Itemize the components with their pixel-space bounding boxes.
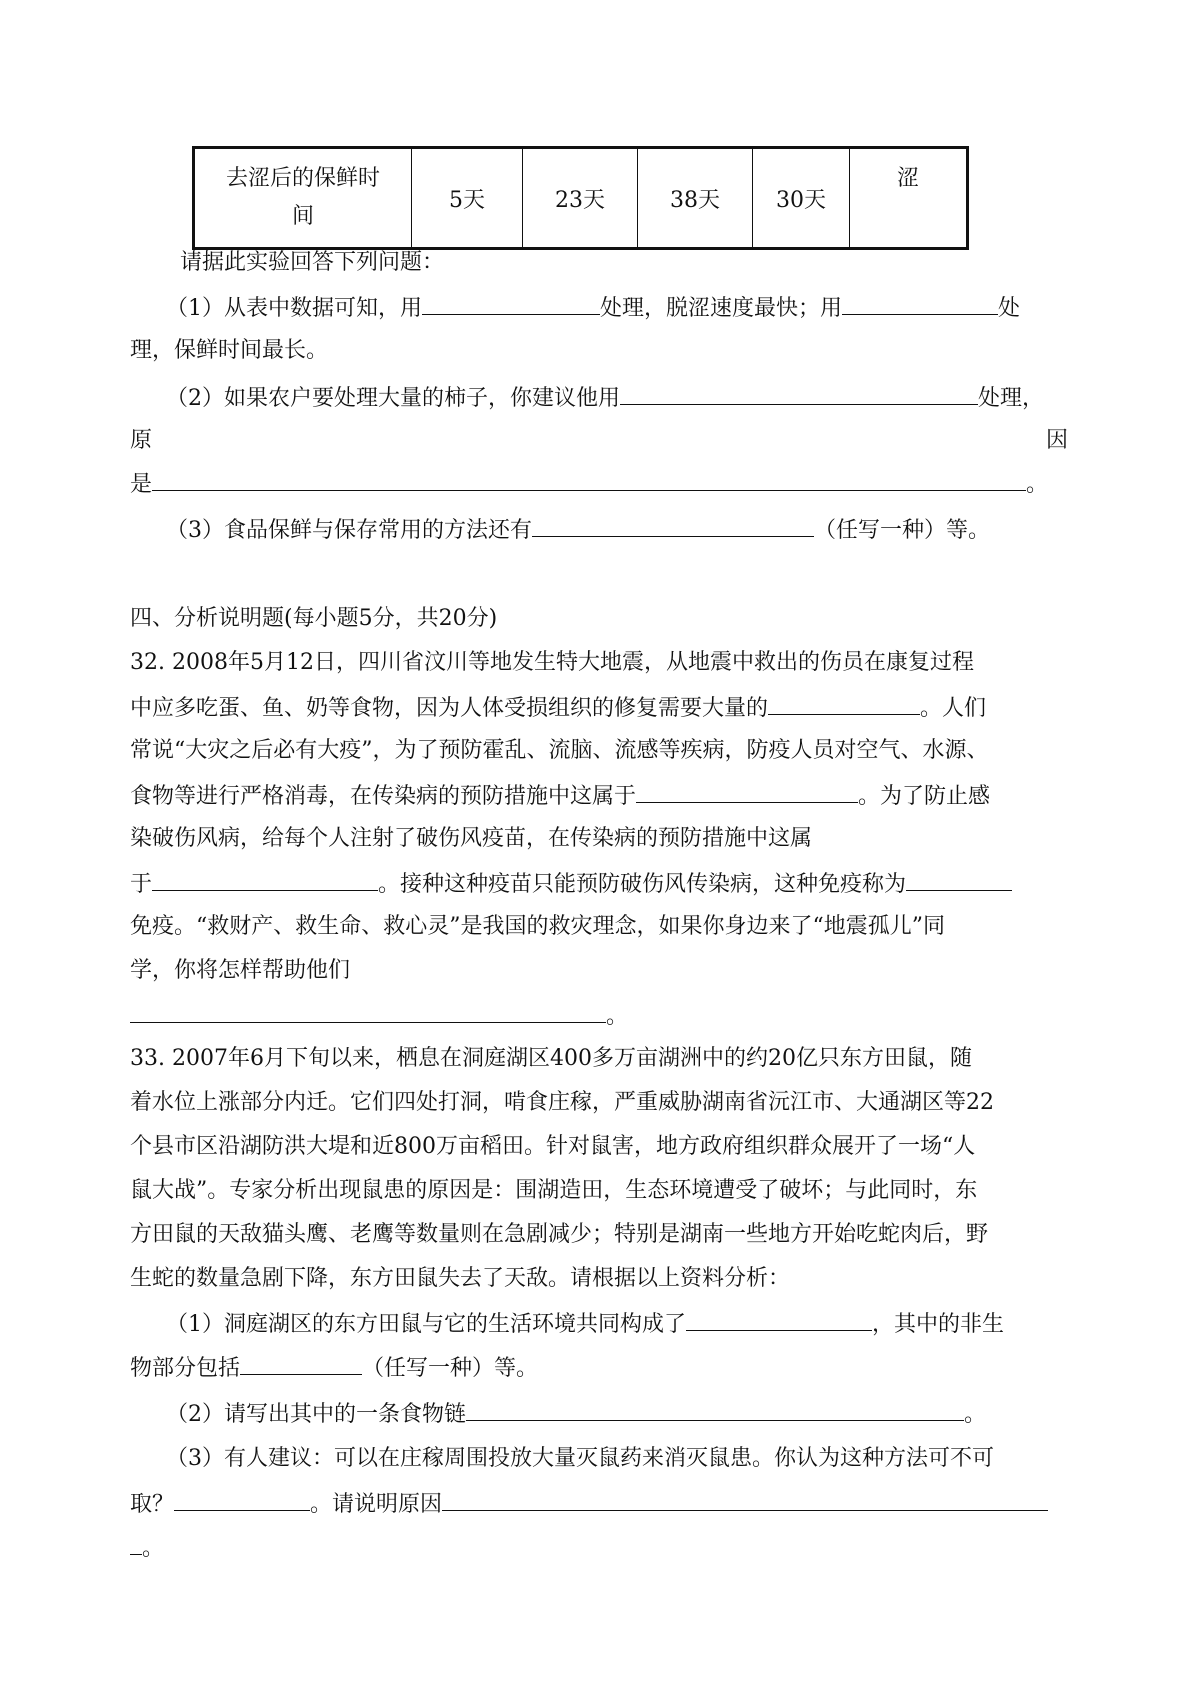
answer-blank[interactable] xyxy=(842,292,998,315)
table-row xyxy=(194,148,968,249)
table-cell: 38天 xyxy=(638,148,753,249)
q31-part2-shi xyxy=(130,468,1048,500)
answer-blank[interactable] xyxy=(636,780,858,803)
table-cell: 涩 xyxy=(850,148,968,249)
q32-line5: 染破伤风病，给每个人注射了破伤风疫苗，在传染病的预防措施中这属 xyxy=(130,826,813,851)
text: 。 xyxy=(1026,472,1049,497)
q31-part2-yuan: 原 xyxy=(130,428,153,453)
text: 于 xyxy=(130,872,153,897)
text: 处理，脱涩速度最快；用 xyxy=(600,296,843,321)
q33-line3: 个县市区沿湖防洪大堤和近800万亩稻田。针对鼠害，地方政府组织群众展开了一场“人 xyxy=(130,1134,976,1159)
experiment-table xyxy=(192,146,969,250)
text: （2）请写出其中的一条食物链 xyxy=(166,1402,466,1427)
text: 。请说明原因 xyxy=(310,1492,443,1517)
answer-blank[interactable] xyxy=(620,382,978,405)
q31-part2-yin: 因 xyxy=(1046,428,1069,453)
answer-blank[interactable] xyxy=(906,868,1012,891)
table-cell: 5天 xyxy=(412,148,523,249)
q32-line8: 学，你将怎样帮助他们 xyxy=(130,958,351,983)
text: （任写一种）等。 xyxy=(814,518,991,543)
text: （3）食品保鲜与保存常用的方法还有 xyxy=(166,518,532,543)
text: 处 xyxy=(998,296,1021,321)
text: 物部分包括 xyxy=(130,1356,241,1381)
answer-blank[interactable] xyxy=(532,514,814,537)
q31-part1-cont: 理，保鲜时间最长。 xyxy=(130,338,329,363)
q33-part3: （3）有人建议：可以在庄稼周围投放大量灭鼠药来消灭鼠患。你认为这种方法可不可 xyxy=(166,1446,994,1471)
text: ，其中的非生 xyxy=(872,1312,1005,1337)
q31-part1 xyxy=(166,292,1020,324)
answer-blank[interactable] xyxy=(130,1532,142,1555)
text: 。人们 xyxy=(920,696,987,721)
section-heading: 四、分析说明题(每小题5分，共20分) xyxy=(130,606,498,631)
q32-line9 xyxy=(130,1000,628,1032)
q33-line5: 方田鼠的天敌猫头鹰、老鹰等数量则在急剧减少；特别是湖南一些地方开始吃蛇肉后，野 xyxy=(130,1222,989,1247)
q32-line3: 常说“大灾之后必有大疫”，为了预防霍乱、流脑、流感等疾病，防疫人员对空气、水源、 xyxy=(130,738,989,763)
answer-blank[interactable] xyxy=(466,1398,964,1421)
text: 。 xyxy=(964,1402,987,1427)
answer-blank[interactable] xyxy=(240,1352,362,1375)
row-label-cell xyxy=(194,148,412,249)
answer-blank[interactable] xyxy=(768,692,920,715)
text: 处理， xyxy=(978,386,1045,411)
answer-blank[interactable] xyxy=(152,868,378,891)
q32-line4 xyxy=(130,780,990,812)
q33-part1-cont xyxy=(130,1352,538,1384)
text: （2）如果农户要处理大量的柿子，你建议他用 xyxy=(166,386,620,411)
answer-blank[interactable] xyxy=(422,292,600,315)
q33-part2 xyxy=(166,1398,986,1430)
text: （1）从表中数据可知，用 xyxy=(166,296,422,321)
q33-part1 xyxy=(166,1308,1004,1340)
text: 。 xyxy=(142,1536,165,1561)
q31-intro: 请据此实验回答下列问题： xyxy=(180,250,445,275)
q31-part2 xyxy=(166,382,1044,414)
answer-blank[interactable] xyxy=(174,1488,310,1511)
text: 是 xyxy=(130,472,153,497)
answer-blank[interactable] xyxy=(130,1000,606,1023)
row-label-line2: 间 xyxy=(291,204,314,229)
text: 食物等进行严格消毒，在传染病的预防措施中这属于 xyxy=(130,784,637,809)
text: 。 xyxy=(606,1004,629,1029)
q32-line6 xyxy=(130,868,1012,900)
text: 中应多吃蛋、鱼、奶等食物，因为人体受损组织的修复需要大量的 xyxy=(130,696,769,721)
text: 。接种这种疫苗只能预防破伤风传染病，这种免疫称为 xyxy=(378,872,907,897)
q32-line1: 32. 2008年5月12日，四川省汶川等地发生特大地震，从地震中救出的伤员在康复过程 xyxy=(130,650,974,675)
q31-part3 xyxy=(166,514,990,546)
q33-part3-cont xyxy=(130,1488,1048,1520)
text: 取？ xyxy=(130,1492,175,1517)
q33-line6: 生蛇的数量急剧下降，东方田鼠失去了天敌。请根据以上资料分析： xyxy=(130,1266,791,1291)
q32-line2 xyxy=(130,692,986,724)
q33-line1: 33. 2007年6月下旬以来，栖息在洞庭湖区400多万亩湖洲中的约20亿只东方田鼠，随 xyxy=(130,1046,972,1071)
row-label-line1: 去涩后的保鲜时 xyxy=(225,166,380,191)
answer-blank[interactable] xyxy=(152,468,1026,491)
table-cell: 30天 xyxy=(753,148,850,249)
q33-line4: 鼠大战”。专家分析出现鼠患的原因是：围湖造田，生态环境遭受了破坏；与此同时，东 xyxy=(130,1178,978,1203)
text: （任写一种）等。 xyxy=(362,1356,539,1381)
q33-line2: 着水位上涨部分内迁。它们四处打洞，啃食庄稼，严重威胁湖南省沅江市、大通湖区等22 xyxy=(130,1090,994,1115)
table-cell: 23天 xyxy=(523,148,638,249)
text: 。为了防止感 xyxy=(858,784,991,809)
text: （1）洞庭湖区的东方田鼠与它的生活环境共同构成了 xyxy=(166,1312,686,1337)
answer-blank[interactable] xyxy=(686,1308,872,1331)
answer-blank[interactable] xyxy=(442,1488,1048,1511)
q32-line7: 免疫。“救财产、救生命、救心灵”是我国的救灾理念，如果你身边来了“地震孤儿”同 xyxy=(130,914,945,939)
q33-part3-end xyxy=(130,1532,164,1564)
